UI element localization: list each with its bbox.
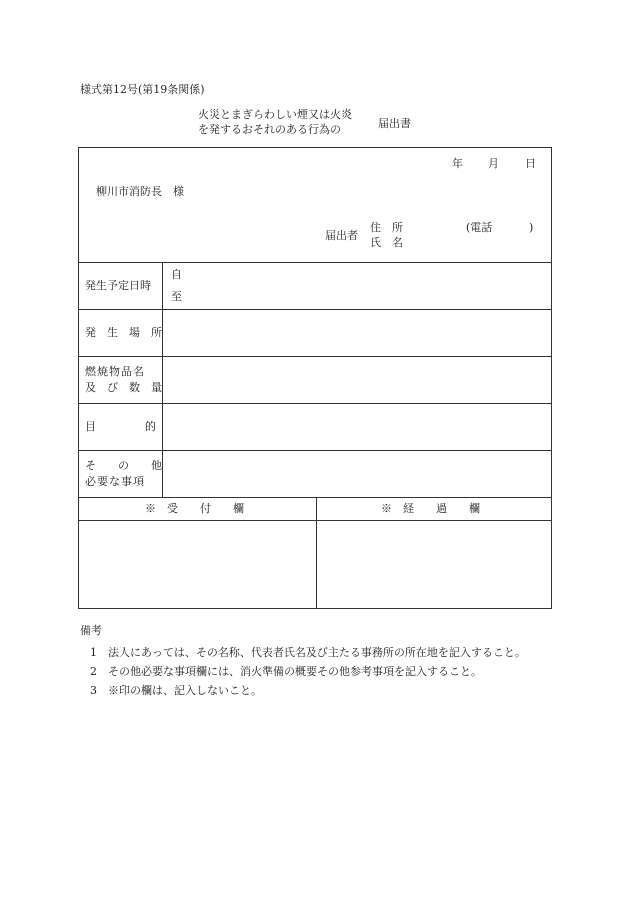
addressee: 柳川市消防長 様 [96, 185, 184, 198]
place-label: 発 生 場 所 [85, 326, 162, 339]
material-label-line-2: 及 び 数 量 [85, 381, 162, 394]
purpose-label-right: 的 [145, 420, 156, 433]
divider [79, 497, 551, 498]
place-field[interactable] [163, 310, 552, 356]
notifier-label: 届出者 [325, 229, 358, 242]
date-month-label: 月 [488, 157, 499, 170]
title-line-1: 火災とまぎらわしい煙又は火炎 [198, 108, 352, 121]
divider [79, 520, 551, 521]
date-year-label: 年 [452, 157, 463, 170]
other-label-line-1: そ の 他 [85, 459, 162, 472]
date-day-label: 日 [525, 157, 536, 170]
other-field[interactable] [163, 451, 552, 497]
date-time-label: 発生予定日時 [85, 279, 151, 292]
note-item-3: 3 ※印の欄は、記入しないこと。 [90, 684, 262, 697]
title-suffix: 届出書 [378, 117, 411, 130]
date-time-field[interactable] [163, 263, 552, 309]
from-label: 自 [171, 268, 182, 281]
to-label: 至 [171, 290, 182, 303]
address-label: 住 所 [370, 221, 403, 234]
phone-close: ) [529, 221, 534, 234]
other-label-line-2: 必要な事項 [85, 475, 145, 488]
reception-column-header: ※ 受 付 欄 [145, 502, 244, 515]
title-line-2: を発するおそれのある行為の [198, 123, 341, 136]
notes-heading: 備考 [80, 624, 102, 637]
progress-column-header: ※ 経 過 欄 [381, 502, 480, 515]
note-item-1: 1 法人にあっては、その名称、代表者氏名及び主たる事務所の所在地を記入すること。 [90, 646, 526, 659]
material-field[interactable] [163, 357, 552, 403]
phone-label: (電話 [466, 221, 493, 234]
purpose-field[interactable] [163, 404, 552, 450]
footer-column-divider [316, 497, 317, 609]
note-item-2: 2 その他必要な事項欄には、消火準備の概要その他参考事項を記入すること。 [90, 665, 482, 678]
form-table [78, 147, 552, 609]
name-label: 氏 名 [370, 236, 403, 249]
purpose-label-left: 目 [85, 420, 96, 433]
form-number: 様式第12号(第19条関係) [80, 83, 205, 96]
material-label-line-1: 燃焼物品名 [85, 365, 145, 378]
